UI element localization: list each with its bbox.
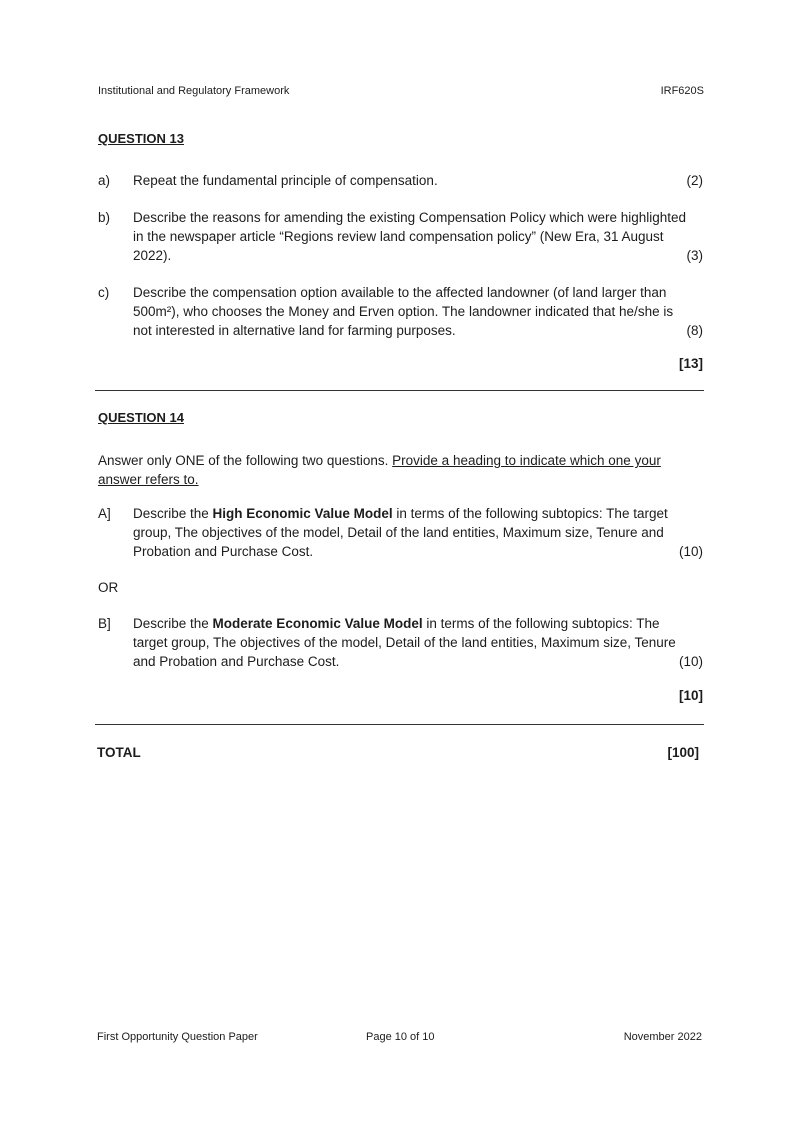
q14-a-line1-post: in terms of the following subtopics: The target: [392, 506, 668, 521]
q13-b-line1: Describe the reasons for amending the existing Compensation Policy which were highlighted: [133, 210, 687, 225]
q14-b-model-name: Moderate Economic Value Model: [212, 616, 423, 631]
question-14-title: QUESTION 14: [98, 410, 184, 425]
q13-b-label: b): [98, 210, 111, 225]
section-divider: [95, 724, 704, 725]
footer-date: November 2022: [623, 1031, 702, 1043]
q14-instructions: [98, 451, 708, 489]
footer-paper-name: First Opportunity Question Paper: [97, 1031, 258, 1043]
q14-a-line1-pre: Describe the: [133, 506, 213, 521]
q13-total-marks: [13]: [678, 356, 703, 371]
question-13-title: QUESTION 13: [98, 131, 184, 146]
q13-b-line2: in the newspaper article “Regions review land compensation policy” (New Era, 31 August: [133, 229, 664, 244]
header-course-title: Institutional and Regulatory Framework: [98, 85, 290, 97]
q13-c-mark: (8): [686, 323, 703, 338]
q14-intro-underlined-2: answer refers to.: [98, 472, 199, 487]
q13-c-line1: Describe the compensation option available to the affected landowner (of land larger than: [133, 285, 667, 300]
header-course-code: IRF620S: [660, 85, 704, 97]
q14-b-label: B]: [98, 616, 111, 631]
q14-intro-underlined-1: Provide a heading to indicate which one your: [392, 453, 661, 468]
q14-b-line1-post: in terms of the following subtopics: The: [422, 616, 660, 631]
q14-total-marks: [10]: [678, 688, 703, 703]
footer-page-number: Page 10 of 10: [366, 1031, 435, 1043]
q14-a-line2: group, The objectives of the model, Detail of the land entities, Maximum size, Tenure and: [133, 525, 664, 540]
q13-a-text: [133, 171, 703, 190]
q13-b-line3: 2022).: [133, 248, 172, 263]
q14-a-text: [133, 504, 703, 561]
q13-c-label: c): [98, 285, 110, 300]
q13-a-label: a): [98, 173, 111, 188]
q13-a-mark: (2): [686, 173, 703, 188]
or-separator: OR: [98, 580, 119, 595]
q14-a-line3: Probation and Purchase Cost.: [133, 544, 314, 559]
q14-a-mark: (10): [678, 544, 703, 559]
q14-b-line3: and Probation and Purchase Cost.: [133, 654, 340, 669]
q13-c-line3: not interested in alternative land for farming purposes.: [133, 323, 456, 338]
q14-b-line1-pre: Describe the: [133, 616, 213, 631]
q14-b-text: [133, 614, 703, 671]
q13-a-line: Repeat the fundamental principle of compensation.: [133, 173, 438, 188]
q14-a-label: A]: [98, 506, 111, 521]
grand-total-value: [100]: [667, 745, 699, 760]
q13-c-line2: 500m²), who chooses the Money and Erven option. The landowner indicated that he/she is: [133, 304, 674, 319]
q13-b-text: [133, 208, 703, 265]
q13-c-text: [133, 283, 703, 340]
q14-intro-plain: Answer only ONE of the following two questions.: [98, 453, 393, 468]
q14-a-model-name: High Economic Value Model: [212, 506, 393, 521]
grand-total-label: TOTAL: [97, 745, 141, 760]
q13-b-mark: (3): [686, 248, 703, 263]
q14-b-mark: (10): [678, 654, 703, 669]
q14-b-line2: target group, The objectives of the model, Detail of the land entities, Maximum size, Tenure: [133, 635, 676, 650]
section-divider: [95, 390, 704, 391]
